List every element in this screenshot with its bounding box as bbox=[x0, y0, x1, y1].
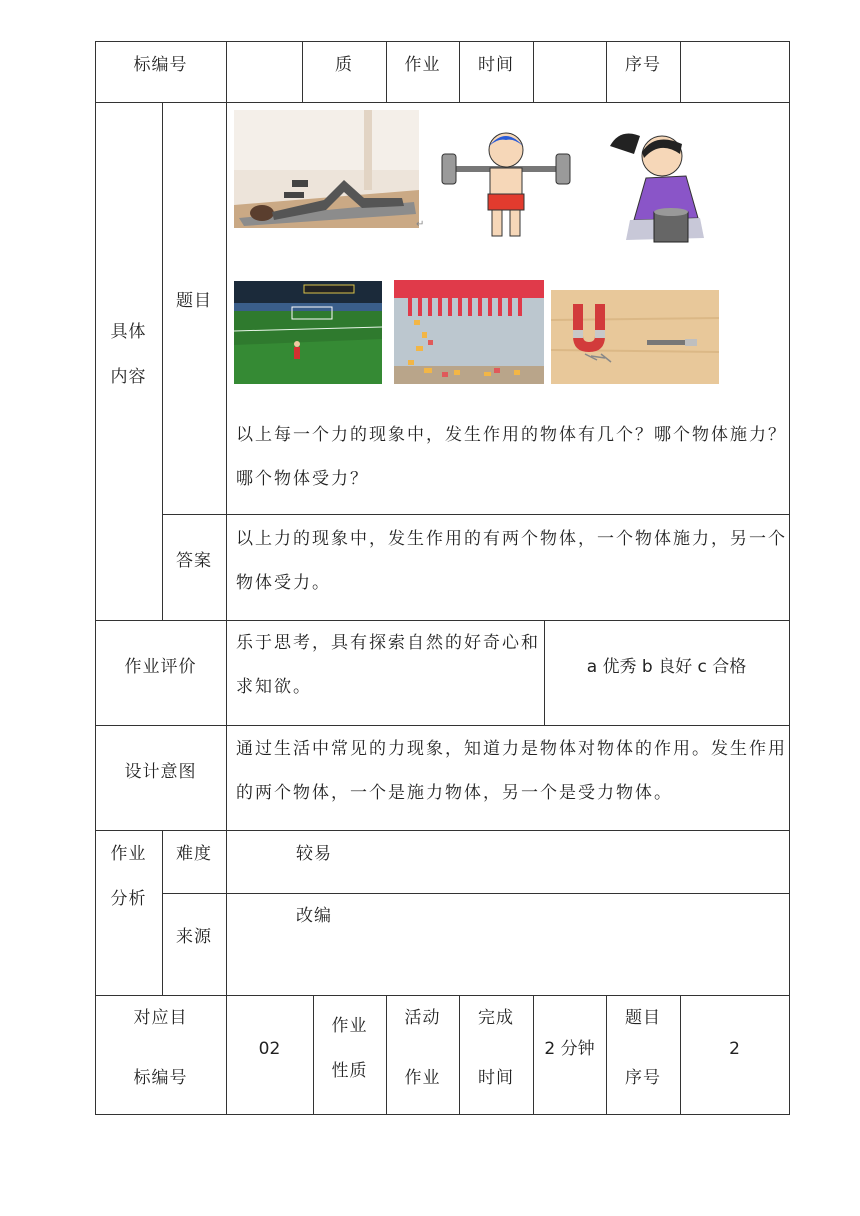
footer-target-label-2: 标编号 bbox=[133, 1068, 188, 1088]
border-question-answer bbox=[162, 514, 790, 515]
border-difficulty-source bbox=[162, 893, 790, 894]
boy-barbell-cartoon-icon bbox=[436, 128, 576, 246]
footer-time-label-2: 时间 bbox=[478, 1068, 514, 1088]
border-h6 bbox=[680, 41, 681, 102]
design-intent-label: 设计意图 bbox=[124, 762, 197, 782]
border-f1 bbox=[313, 995, 314, 1115]
footer-nature-label-1: 作业 bbox=[331, 1016, 368, 1036]
footer-target-value: 02 bbox=[258, 1039, 281, 1059]
border-left bbox=[95, 41, 96, 1115]
content-section-label-1: 具体 bbox=[110, 322, 147, 342]
question-label: 题目 bbox=[176, 291, 212, 311]
content-section-label-2: 内容 bbox=[110, 367, 147, 387]
evaluation-label: 作业评价 bbox=[124, 657, 197, 677]
header-number-label: 序号 bbox=[625, 55, 661, 75]
header-target-label: 标编号 bbox=[133, 55, 188, 75]
footer-target-label-1: 对应目 bbox=[133, 1008, 188, 1028]
footer-number-label-1: 题目 bbox=[625, 1008, 661, 1028]
analysis-label-1: 作业 bbox=[110, 844, 147, 864]
evaluation-grades: a 优秀 b 良好 c 合格 bbox=[586, 657, 747, 677]
border-analysis-footer bbox=[95, 995, 790, 996]
magnet-pins-photo bbox=[551, 290, 719, 384]
border-top bbox=[95, 41, 790, 42]
border-h4 bbox=[533, 41, 534, 102]
border-right bbox=[789, 41, 790, 1115]
difficulty-label: 难度 bbox=[176, 844, 212, 864]
design-intent-text: 通过生活中常见的力现象，知道力是物体对物体的作用。发生作用的两个物体，一个是施力物体，另一个是受力物体。 bbox=[236, 739, 787, 803]
footer-time-value: 2 分钟 bbox=[544, 1039, 595, 1059]
footer-number-label-2: 序号 bbox=[625, 1068, 661, 1088]
source-label: 来源 bbox=[176, 927, 212, 947]
border-bottom bbox=[95, 1114, 790, 1115]
answer-label: 答案 bbox=[176, 551, 212, 571]
footer-nature-value-1: 活动 bbox=[404, 1008, 441, 1028]
header-time-label: 时间 bbox=[478, 55, 514, 75]
comb-paper-photo bbox=[394, 280, 544, 384]
border-sub-split-content bbox=[162, 102, 163, 620]
analysis-label-2: 分析 bbox=[110, 889, 147, 909]
border-eval-design bbox=[95, 725, 790, 726]
border-design-analysis bbox=[95, 830, 790, 831]
return-mark-icon: ↵ bbox=[416, 219, 426, 230]
footer-nature-label-2: 性质 bbox=[331, 1061, 368, 1081]
footer-nature-value-2: 作业 bbox=[404, 1068, 441, 1088]
border-row1 bbox=[95, 102, 790, 103]
soccer-photo bbox=[234, 281, 382, 384]
border-main-split bbox=[226, 41, 227, 1115]
question-text: 以上每一个力的现象中，发生作用的物体有几个？哪个物体施力？哪个物体受力？ bbox=[236, 425, 787, 489]
girl-bucket-cartoon-icon bbox=[600, 126, 722, 252]
source-value: 改编 bbox=[296, 906, 332, 926]
dumbbell-exercise-photo bbox=[234, 110, 419, 228]
header-type-value: 作业 bbox=[404, 55, 441, 75]
difficulty-value: 较易 bbox=[296, 844, 332, 864]
answer-text: 以上力的现象中，发生作用的有两个物体，一个物体施力，另一个物体受力。 bbox=[236, 529, 787, 593]
footer-time-label-1: 完成 bbox=[478, 1008, 514, 1028]
evaluation-criteria: 乐于思考，具有探索自然的好奇心和求知欲。 bbox=[236, 633, 540, 697]
footer-number-value: 2 bbox=[729, 1039, 740, 1059]
header-nature-label: 质 bbox=[335, 55, 353, 75]
